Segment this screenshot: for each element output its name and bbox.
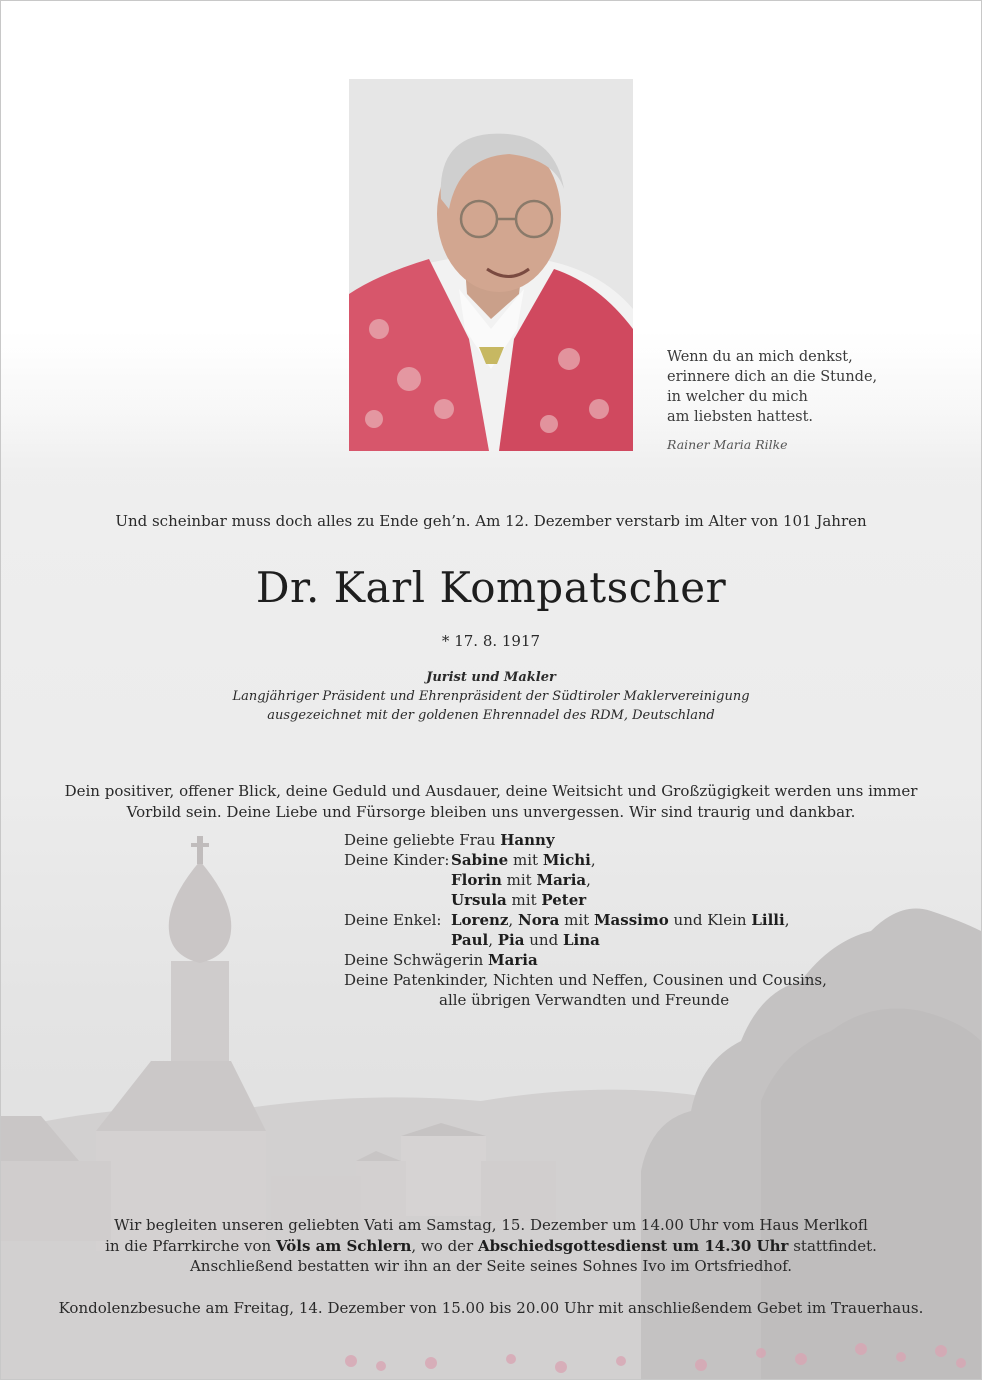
grandchild-name: Pia — [497, 931, 525, 949]
partner-name: Michi — [542, 851, 591, 869]
funeral-text: , wo der — [411, 1236, 474, 1255]
partner-name: Maria — [536, 871, 587, 889]
sister-in-law-prefix: Deine Schwägerin — [344, 951, 484, 969]
family-row-child — [344, 890, 827, 910]
child-name: Florin — [451, 871, 502, 889]
conj: mit — [564, 911, 590, 929]
description-line: Langjähriger Präsident und Ehrenpräsident der Südtiroler Maklervereinigung — [232, 689, 750, 704]
child-name: Ursula — [451, 891, 507, 909]
condolence-info: Kondolenzbesuche am Freitag, 14. Dezember von 15.00 bis 20.00 Uhr mit anschließendem Gebet im Trauerhaus. — [58, 1299, 924, 1317]
profession: Jurist und Makler — [426, 670, 556, 685]
quote-line: in welcher du mich — [667, 389, 808, 405]
quote-line: Wenn du an mich denkst, — [667, 349, 853, 365]
deceased-name: Dr. Karl Kompatscher — [255, 563, 727, 612]
grandchild-name: Paul — [451, 931, 489, 949]
punct: , — [590, 851, 596, 869]
funeral-place: Völs am Schlern — [276, 1236, 412, 1255]
quote-line: erinnere dich an die Stunde, — [667, 369, 878, 385]
birth-date: * 17. 8. 1917 — [441, 632, 541, 650]
description-line: ausgezeichnet mit der goldenen Ehrennadel des RDM, Deutschland — [267, 708, 715, 723]
family-row-child — [344, 870, 827, 890]
family-row-wife — [344, 830, 827, 850]
quote-line: am liebsten hattest. — [667, 409, 814, 425]
wife-prefix: Deine geliebte Frau — [344, 831, 496, 849]
quote-author: Rainer Maria Rilke — [667, 437, 788, 452]
family-row-others: alle übrigen Verwandten und Freunde — [439, 991, 730, 1009]
grandchild-name: Lorenz — [451, 911, 509, 929]
partner-name: Peter — [541, 891, 587, 909]
funeral-line — [1, 1236, 981, 1257]
family-row-godchildren: Deine Patenkinder, Nichten und Neffen, Cousinen und Cousins, — [344, 971, 827, 989]
family-list — [344, 830, 827, 1010]
grandchild-partner: Massimo — [593, 911, 669, 929]
tribute-line: Dein positiver, offener Blick, deine Geduld und Ausdauer, deine Weitsicht und Großzügigkeit werden uns immer — [64, 782, 918, 800]
punct: , — [586, 871, 591, 889]
grandchildren-label: Deine Enkel: — [344, 911, 442, 929]
funeral-text: stattfindet. — [793, 1236, 877, 1255]
intro-text: Und scheinbar muss doch alles zu Ende geh’n. Am 12. Dezember verstarb im Alter von 101 Jahren — [115, 512, 867, 530]
punct: , — [488, 931, 493, 949]
rilke-quote — [667, 347, 967, 427]
family-row-grandchildren — [344, 910, 827, 930]
conj: mit — [506, 871, 532, 889]
grandchild-name: Nora — [517, 911, 560, 929]
family-row-sister-in-law — [344, 950, 827, 970]
punct: , — [508, 911, 514, 929]
children-label: Deine Kinder: — [344, 851, 450, 869]
tribute-line: Vorbild sein. Deine Liebe und Fürsorge bleiben uns unvergessen. Wir sind traurig und dankbar. — [126, 803, 856, 821]
funeral-line: Anschließend bestatten wir ihn an der Seite seines Sohnes Ivo im Ortsfriedhof. — [189, 1257, 793, 1275]
funeral-text: in die Pfarrkirche von — [105, 1236, 272, 1255]
wife-name: Hanny — [500, 831, 555, 849]
conj: mit — [511, 891, 537, 909]
funeral-line: Wir begleiten unseren geliebten Vati am Samstag, 15. Dezember um 14.00 Uhr vom Haus Merlkofl — [114, 1216, 868, 1234]
funeral-info — [1, 1215, 981, 1277]
family-row-grandchildren — [344, 930, 827, 950]
funeral-service: Abschiedsgottesdienst um 14.30 Uhr — [478, 1236, 789, 1255]
conj: und Klein — [673, 911, 747, 929]
punct: , — [784, 911, 790, 929]
conj: und — [529, 931, 559, 949]
grandchild-name: Lina — [562, 931, 600, 949]
child-name: Sabine — [451, 851, 509, 869]
sister-in-law-name: Maria — [488, 951, 538, 969]
tribute-text — [1, 781, 981, 823]
family-row-children — [344, 850, 827, 870]
conj: mit — [512, 851, 539, 869]
portrait-photo — [349, 79, 633, 451]
grandchild-name: Lilli — [751, 911, 785, 929]
